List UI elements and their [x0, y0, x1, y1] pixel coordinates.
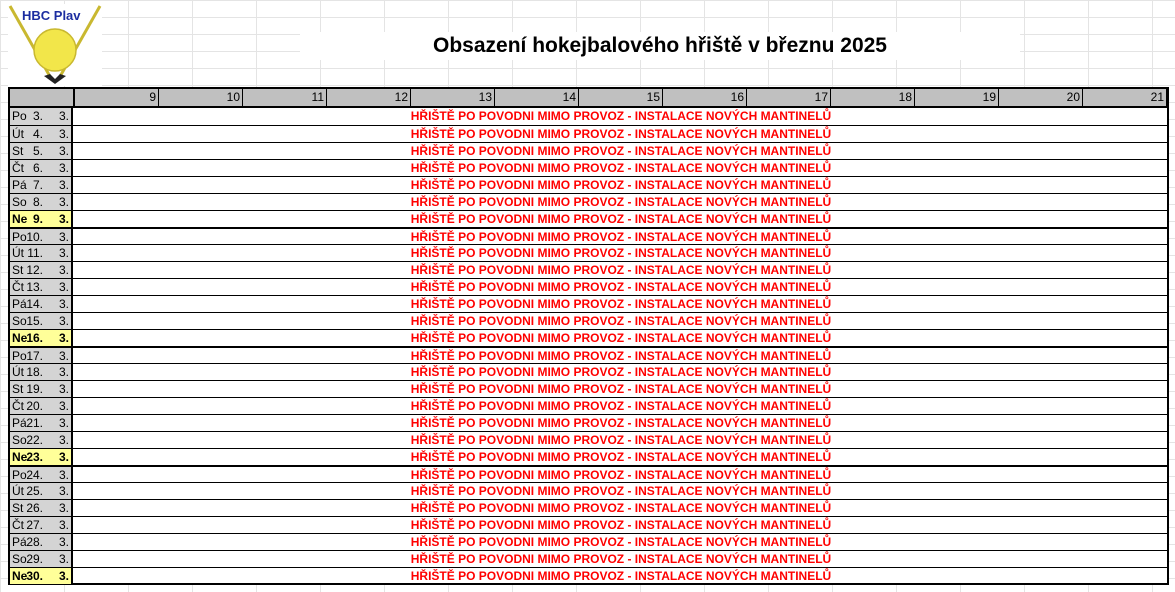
closure-message: HŘIŠTĚ PO POVODNI MIMO PROVOZ - INSTALACE NOVÝCH MANTINELŮ — [410, 535, 832, 549]
day-row — [10, 550, 1167, 567]
month-number-label: 3. — [58, 263, 69, 277]
closure-message: HŘIŠTĚ PO POVODNI MIMO PROVOZ - INSTALACE NOVÝCH MANTINELŮ — [410, 178, 832, 192]
date-cell — [10, 348, 73, 363]
day-name-label: Pá — [12, 416, 27, 430]
day-row — [10, 142, 1167, 159]
schedule-grid — [8, 87, 1169, 585]
month-number-label: 3. — [58, 399, 69, 413]
closure-message: HŘIŠTĚ PO POVODNI MIMO PROVOZ - INSTALACE NOVÝCH MANTINELŮ — [410, 382, 832, 396]
day-number-label: 9. — [32, 212, 43, 226]
date-cell — [10, 262, 73, 278]
header-corner-cell — [10, 89, 75, 106]
day-row — [10, 295, 1167, 312]
day-row — [10, 414, 1167, 431]
day-name-label: So — [12, 552, 27, 566]
day-number-label: 11. — [27, 246, 43, 260]
date-cell — [10, 108, 73, 125]
day-name-label: So — [12, 433, 27, 447]
day-name-label: Ne — [12, 212, 28, 226]
day-name-label: Pá — [12, 297, 27, 311]
day-row — [10, 482, 1167, 499]
month-number-label: 3. — [58, 144, 69, 158]
day-number-label: 17. — [26, 349, 43, 363]
date-cell — [10, 143, 73, 159]
month-number-label: 3. — [58, 518, 69, 532]
day-row — [10, 346, 1167, 363]
date-cell — [10, 177, 73, 193]
day-number-label: 6. — [32, 161, 43, 175]
hour-header-cell: 9 — [75, 89, 159, 106]
page-title: Obsazení hokejbalového hřiště v březnu 2025 — [300, 32, 1020, 60]
date-cell — [10, 211, 73, 227]
day-row — [10, 227, 1167, 244]
date-cell — [10, 194, 73, 210]
day-number-label: 26. — [26, 501, 43, 515]
date-cell — [10, 415, 73, 431]
day-name-label: Út — [12, 246, 24, 260]
day-name-label: Čt — [12, 280, 24, 294]
day-name-label: Ne — [12, 569, 28, 583]
month-number-label: 3. — [58, 382, 69, 396]
month-number-label: 3. — [58, 178, 69, 192]
month-number-label: 3. — [58, 161, 69, 175]
month-number-label: 3. — [58, 297, 69, 311]
day-row — [10, 125, 1167, 142]
day-row — [10, 397, 1167, 414]
month-number-label: 3. — [58, 127, 69, 141]
day-name-label: Po — [12, 349, 27, 363]
day-number-label: 27. — [26, 518, 43, 532]
date-cell — [10, 483, 73, 499]
day-name-label: Po — [12, 230, 27, 244]
date-cell — [10, 313, 73, 329]
closure-message: HŘIŠTĚ PO POVODNI MIMO PROVOZ - INSTALACE NOVÝCH MANTINELŮ — [410, 518, 832, 532]
day-name-label: So — [12, 314, 27, 328]
day-row — [10, 448, 1167, 465]
date-cell — [10, 398, 73, 414]
day-name-label: St — [12, 144, 24, 158]
closure-message: HŘIŠTĚ PO POVODNI MIMO PROVOZ - INSTALACE NOVÝCH MANTINELŮ — [410, 109, 832, 123]
day-number-label: 21. — [26, 416, 43, 430]
closure-message: HŘIŠTĚ PO POVODNI MIMO PROVOZ - INSTALACE NOVÝCH MANTINELŮ — [410, 552, 832, 566]
day-name-label: Čt — [12, 399, 24, 413]
day-row — [10, 159, 1167, 176]
date-cell — [10, 467, 73, 482]
day-row — [10, 312, 1167, 329]
day-row — [10, 278, 1167, 295]
day-row — [10, 516, 1167, 533]
closure-message: HŘIŠTĚ PO POVODNI MIMO PROVOZ - INSTALACE NOVÝCH MANTINELŮ — [410, 297, 832, 311]
day-number-label: 15. — [26, 314, 43, 328]
month-number-label: 3. — [58, 484, 69, 498]
day-row — [10, 431, 1167, 448]
day-name-label: Út — [12, 365, 24, 379]
day-number-label: 23. — [26, 450, 43, 464]
closure-message: HŘIŠTĚ PO POVODNI MIMO PROVOZ - INSTALACE NOVÝCH MANTINELŮ — [410, 280, 832, 294]
day-number-label: 3. — [32, 109, 43, 123]
hour-header-cell: 11 — [243, 89, 327, 106]
closure-message: HŘIŠTĚ PO POVODNI MIMO PROVOZ - INSTALACE NOVÝCH MANTINELŮ — [410, 314, 832, 328]
day-number-label: 18. — [26, 365, 43, 379]
closure-message: HŘIŠTĚ PO POVODNI MIMO PROVOZ - INSTALACE NOVÝCH MANTINELŮ — [410, 399, 832, 413]
closure-message: HŘIŠTĚ PO POVODNI MIMO PROVOZ - INSTALACE NOVÝCH MANTINELŮ — [410, 365, 832, 379]
day-name-label: Po — [12, 109, 27, 123]
closure-message: HŘIŠTĚ PO POVODNI MIMO PROVOZ - INSTALACE NOVÝCH MANTINELŮ — [410, 195, 832, 209]
month-number-label: 3. — [58, 433, 69, 447]
month-number-label: 3. — [58, 569, 69, 583]
day-row — [10, 465, 1167, 482]
month-number-label: 3. — [58, 501, 69, 515]
month-number-label: 3. — [58, 416, 69, 430]
date-cell — [10, 364, 73, 380]
month-number-label: 3. — [58, 365, 69, 379]
day-number-label: 8. — [32, 195, 43, 209]
hour-header-row — [10, 89, 1167, 108]
date-cell — [10, 568, 73, 584]
hour-header-cell: 14 — [495, 89, 579, 106]
date-cell — [10, 534, 73, 550]
closure-message: HŘIŠTĚ PO POVODNI MIMO PROVOZ - INSTALACE NOVÝCH MANTINELŮ — [410, 212, 832, 226]
day-number-label: 13. — [26, 280, 43, 294]
date-cell — [10, 126, 73, 142]
logo-text: HBC Plav — [22, 8, 81, 23]
month-number-label: 3. — [58, 280, 69, 294]
day-number-label: 7. — [32, 178, 43, 192]
hour-header-cell: 20 — [999, 89, 1083, 106]
day-number-label: 14. — [26, 297, 43, 311]
day-number-label: 28. — [26, 535, 43, 549]
hour-header-cell: 10 — [159, 89, 243, 106]
day-number-label: 16. — [26, 331, 43, 345]
hbc-plav-logo — [8, 4, 102, 86]
day-row — [10, 108, 1167, 125]
hour-header-cell: 12 — [327, 89, 411, 106]
date-cell — [10, 245, 73, 261]
closure-message: HŘIŠTĚ PO POVODNI MIMO PROVOZ - INSTALACE NOVÝCH MANTINELŮ — [410, 144, 832, 158]
month-number-label: 3. — [58, 552, 69, 566]
day-number-label: 19. — [26, 382, 43, 396]
day-number-label: 30. — [26, 569, 43, 583]
closure-message: HŘIŠTĚ PO POVODNI MIMO PROVOZ - INSTALACE NOVÝCH MANTINELŮ — [410, 230, 832, 244]
date-cell — [10, 279, 73, 295]
closure-message: HŘIŠTĚ PO POVODNI MIMO PROVOZ - INSTALACE NOVÝCH MANTINELŮ — [410, 331, 832, 345]
day-name-label: Čt — [12, 161, 24, 175]
day-name-label: Út — [12, 484, 24, 498]
day-row — [10, 210, 1167, 227]
day-name-label: Čt — [12, 518, 24, 532]
closure-message: HŘIŠTĚ PO POVODNI MIMO PROVOZ - INSTALACE NOVÝCH MANTINELŮ — [410, 263, 832, 277]
day-number-label: 4. — [32, 127, 43, 141]
day-row — [10, 567, 1167, 584]
day-name-label: Ne — [12, 450, 28, 464]
month-number-label: 3. — [58, 212, 69, 226]
day-name-label: St — [12, 382, 24, 396]
day-row — [10, 380, 1167, 397]
month-number-label: 3. — [58, 246, 69, 260]
day-number-label: 25. — [26, 484, 43, 498]
day-name-label: Pá — [12, 178, 27, 192]
day-row — [10, 176, 1167, 193]
day-name-label: St — [12, 263, 24, 277]
day-number-label: 29. — [26, 552, 43, 566]
day-row — [10, 363, 1167, 380]
hour-header-cell: 18 — [831, 89, 915, 106]
date-cell — [10, 229, 73, 244]
hour-header-cell: 21 — [1083, 89, 1167, 106]
month-number-label: 3. — [58, 349, 69, 363]
date-cell — [10, 500, 73, 516]
month-number-label: 3. — [58, 450, 69, 464]
day-row — [10, 193, 1167, 210]
closure-message: HŘIŠTĚ PO POVODNI MIMO PROVOZ - INSTALACE NOVÝCH MANTINELŮ — [410, 161, 832, 175]
month-number-label: 3. — [58, 331, 69, 345]
closure-message: HŘIŠTĚ PO POVODNI MIMO PROVOZ - INSTALACE NOVÝCH MANTINELŮ — [410, 433, 832, 447]
day-row — [10, 533, 1167, 550]
day-name-label: Ne — [12, 331, 28, 345]
closure-message: HŘIŠTĚ PO POVODNI MIMO PROVOZ - INSTALACE NOVÝCH MANTINELŮ — [410, 484, 832, 498]
closure-message: HŘIŠTĚ PO POVODNI MIMO PROVOZ - INSTALACE NOVÝCH MANTINELŮ — [410, 501, 832, 515]
day-name-label: St — [12, 501, 24, 515]
closure-message: HŘIŠTĚ PO POVODNI MIMO PROVOZ - INSTALACE NOVÝCH MANTINELŮ — [410, 349, 832, 363]
day-row — [10, 499, 1167, 516]
closure-message: HŘIŠTĚ PO POVODNI MIMO PROVOZ - INSTALACE NOVÝCH MANTINELŮ — [410, 416, 832, 430]
month-number-label: 3. — [58, 535, 69, 549]
day-number-label: 20. — [26, 399, 43, 413]
date-cell — [10, 517, 73, 533]
day-number-label: 10. — [26, 230, 43, 244]
day-number-label: 12. — [26, 263, 43, 277]
date-cell — [10, 551, 73, 567]
hour-header-cell: 13 — [411, 89, 495, 106]
day-number-label: 5. — [32, 144, 43, 158]
month-number-label: 3. — [58, 109, 69, 123]
hour-header-cell: 17 — [747, 89, 831, 106]
day-name-label: Pá — [12, 535, 27, 549]
closure-message: HŘIŠTĚ PO POVODNI MIMO PROVOZ - INSTALACE NOVÝCH MANTINELŮ — [410, 127, 832, 141]
day-row — [10, 329, 1167, 346]
day-name-label: Út — [12, 127, 24, 141]
month-number-label: 3. — [58, 468, 69, 482]
hour-header-cell: 16 — [663, 89, 747, 106]
date-cell — [10, 330, 73, 346]
date-cell — [10, 381, 73, 397]
hour-header-cell: 15 — [579, 89, 663, 106]
day-number-label: 22. — [26, 433, 43, 447]
date-cell — [10, 432, 73, 448]
day-row — [10, 261, 1167, 278]
closure-message: HŘIŠTĚ PO POVODNI MIMO PROVOZ - INSTALACE NOVÝCH MANTINELŮ — [410, 468, 832, 482]
month-number-label: 3. — [58, 314, 69, 328]
day-row — [10, 244, 1167, 261]
closure-message: HŘIŠTĚ PO POVODNI MIMO PROVOZ - INSTALACE NOVÝCH MANTINELŮ — [410, 450, 832, 464]
hour-header-cell: 19 — [915, 89, 999, 106]
day-name-label: Po — [12, 468, 27, 482]
closure-message: HŘIŠTĚ PO POVODNI MIMO PROVOZ - INSTALACE NOVÝCH MANTINELŮ — [410, 246, 832, 260]
date-cell — [10, 160, 73, 176]
month-number-label: 3. — [58, 230, 69, 244]
day-number-label: 24. — [26, 468, 43, 482]
month-number-label: 3. — [58, 195, 69, 209]
day-name-label: So — [12, 195, 27, 209]
date-cell — [10, 449, 73, 465]
closure-message: HŘIŠTĚ PO POVODNI MIMO PROVOZ - INSTALACE NOVÝCH MANTINELŮ — [410, 569, 832, 583]
date-cell — [10, 296, 73, 312]
